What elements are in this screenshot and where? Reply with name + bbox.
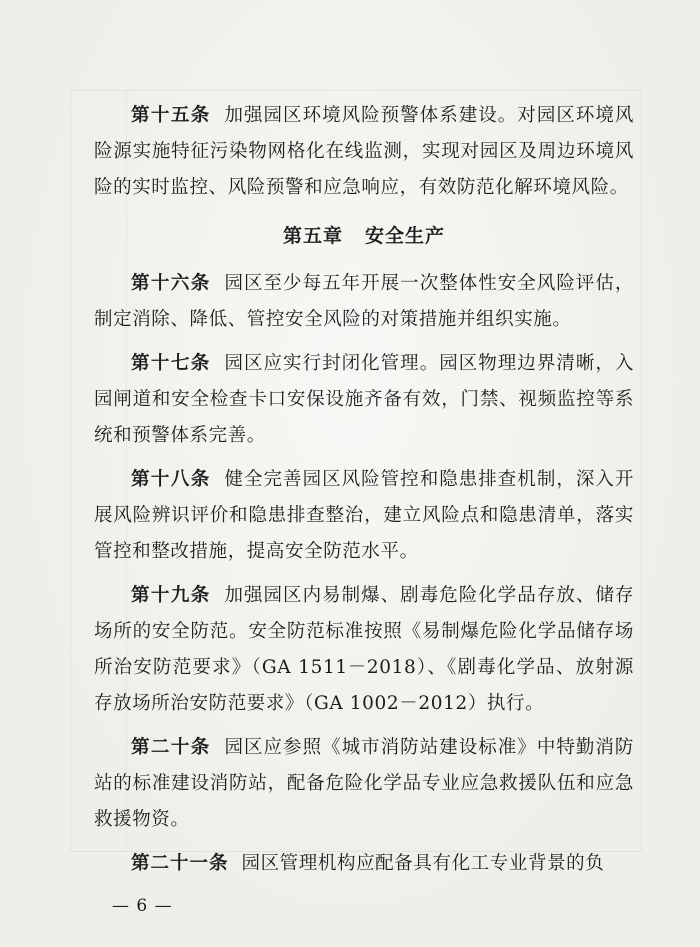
article-text: 加强园区环境风险预警体系建设。对园区环境风险源实施特征污染物网格化在线监测，实现对园区及周边环境风险的实时监控、风险预警和应急响应，有效防范化解环境风险。 (94, 105, 634, 198)
article-text: 健全完善园区风险管控和隐患排查机制，深入开展风险辨识评价和隐患排查整治，建立风险点和隐患清单，落实管控和整改措施，提高安全防范水平。 (94, 469, 634, 562)
article-number: 第二十一条 (131, 853, 229, 874)
article-16 (94, 266, 634, 338)
document-body (94, 98, 634, 882)
article-text: 园区应参照《城市消防站建设标准》中特勤消防站的标准建设消防站，配备危险化学品专业应急救援队伍和应急救援物资。 (94, 737, 634, 830)
article-number: 第十六条 (131, 273, 211, 294)
article-15 (94, 98, 634, 206)
article-number: 第十八条 (131, 469, 211, 490)
article-number: 第二十条 (131, 737, 211, 758)
article-text: 园区至少每五年开展一次整体性安全风险评估，制定消除、降低、管控安全风险的对策措施并组织实施。 (94, 273, 634, 330)
chapter-title: 安全生产 (365, 225, 446, 247)
article-text: 园区应实行封闭化管理。园区物理边界清晰，入园闸道和安全检查卡口安保设施齐备有效，门禁、视频监控等系统和预警体系完善。 (94, 353, 634, 446)
article-17 (94, 346, 634, 454)
chapter-number: 第五章 (282, 225, 343, 247)
chapter-heading (94, 218, 634, 254)
article-21 (94, 846, 634, 882)
article-19 (94, 578, 634, 722)
article-number: 第十五条 (131, 105, 211, 126)
article-number: 第十七条 (131, 353, 211, 374)
article-20 (94, 730, 634, 838)
article-text: 园区管理机构应配备具有化工专业背景的负 (241, 853, 605, 874)
article-text: 加强园区内易制爆、剧毒危险化学品存放、储存场所的安全防范。安全防范标准按照《易制爆危险化学品储存场所治安防范要求》（GA 1511－2018）、《剧毒化学品、放射源存放场所治安防范要求》（GA 1002－2012）执行。 (94, 585, 634, 714)
page-number: — 6 — (112, 896, 173, 916)
article-number: 第十九条 (131, 585, 211, 606)
article-18 (94, 462, 634, 570)
